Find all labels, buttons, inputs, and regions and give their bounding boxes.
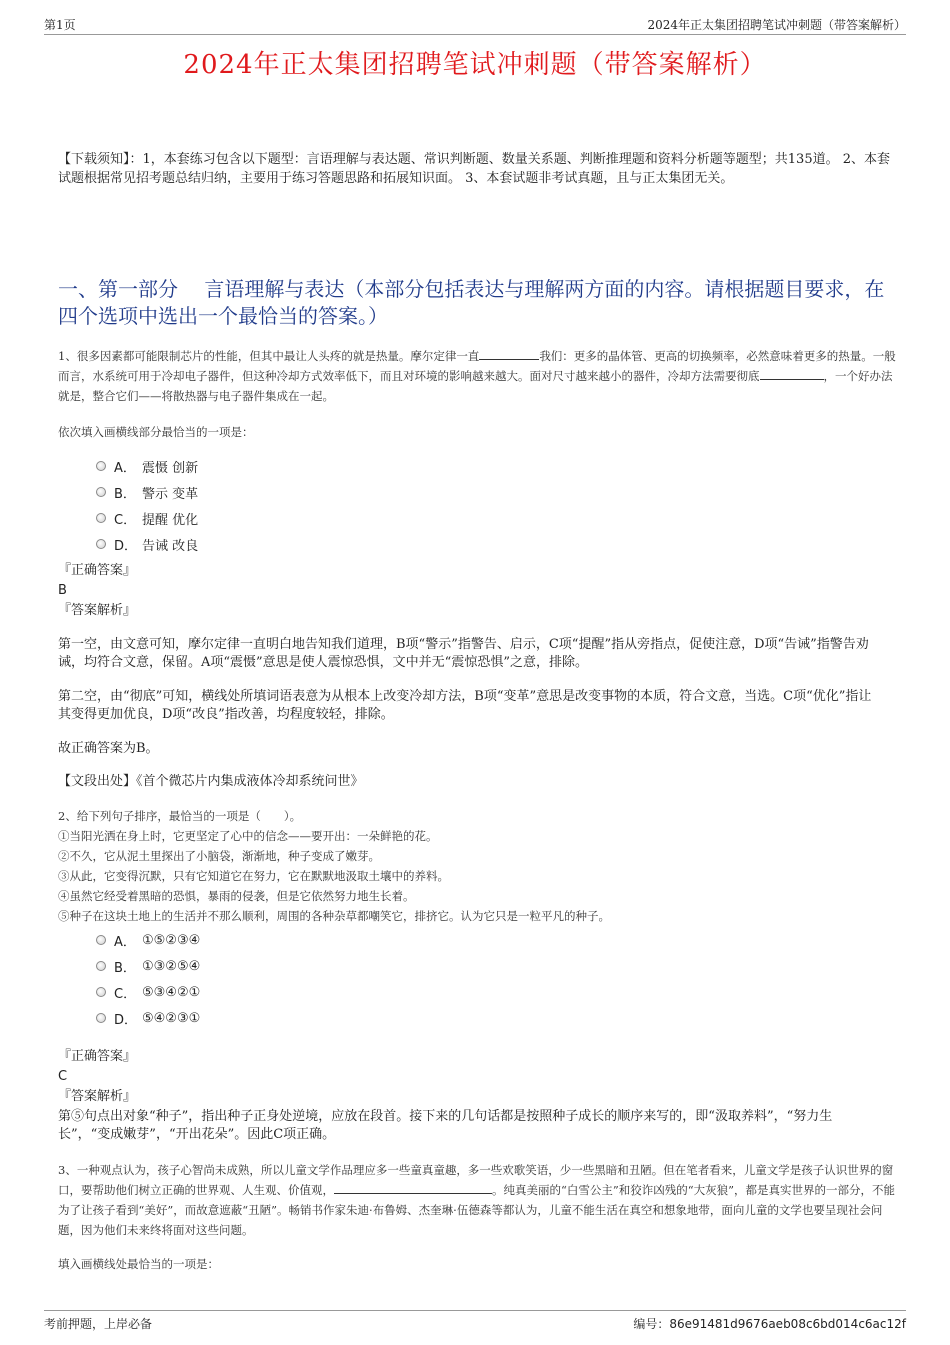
- fill-blank: [334, 1181, 492, 1194]
- question-1-prompt: 依次填入画横线部分最恰当的一项是：: [58, 425, 254, 439]
- option-b[interactable]: B． 警示 变革: [96, 479, 198, 505]
- fill-blank: [479, 347, 539, 360]
- question-1-text: 1、很多因素都可能限制芯片的性能，但其中最让人头疼的就是热量。摩尔定律一直 我们：更多的晶体管、更高的切换频率，必然意味着更多的热量。一般而言，水系统可用于冷却电子器件，但这种冷却方式效率低下，而且对环境的影响越来越大。面对尺寸越来越小的器件，冷却方法需要彻底 ，一个好办法就是，整合它们——将散热器与电子器件集成在一起。: [58, 349, 896, 403]
- question-2-text: 2、给下列句子排序，最恰当的一项是（ ）。 ①当阳光洒在身上时，它更坚定了心中的信念——要开出：一朵鲜艳的花。 ②不久，它从泥土里探出了小脑袋，渐渐地，种子变成了嫩芽。 ③从此，它变得沉默，只有它知道它在努力，它在默默地汲取土壤中的养料。 ④虽然它经受着黑暗的恐惧，暴雨的侵袭，但是它依然努力地生长着。 ⑤种子在这块土地上的生活并不那么顺利，周围的各种杂草都嘲笑它，排挤它。认为它只是一粒平凡的种子。: [58, 809, 610, 923]
- question-2-options: [96, 927, 200, 1031]
- question-3-prompt: 填入画横线处最恰当的一项是：: [58, 1257, 219, 1271]
- page-header: [44, 14, 906, 35]
- question-1-answer: [58, 562, 878, 622]
- answer-label: 『正确答案』: [58, 563, 137, 578]
- page-number: 第1页: [44, 18, 76, 32]
- analysis-paragraph: 第一空，由文意可知，摩尔定律一直明白地告知我们道理，B项“警示”指警告、启示，C项“提醒”指从旁指点，促使注意，D项“告诫”指警告劝诫，均符合文意，保留。A项“震慑”意思是使人震惊恐惧，文中并无“震惊恐惧”之意，排除。: [58, 637, 869, 670]
- answer-label: 『正确答案』: [58, 1049, 137, 1064]
- fill-blank: [760, 367, 824, 380]
- radio-icon[interactable]: [96, 513, 106, 523]
- question-3-text: 3、一种观点认为，孩子心智尚未成熟，所以儿童文学作品理应多一些童真童趣，多一些欢歌笑语，少一些黑暗和丑陋。但在笔者看来，儿童文学是孩子认识世界的窗口，要帮助他们树立正确的世界观、人生观、价值观， 。纯真美丽的“白雪公主”和狡诈凶残的“大灰狼”，都是真实世界的一部分，不能为了让孩子看到“美好”，而故意遮蔽“丑陋”。畅销书作家朱迪·布鲁姆、杰奎琳·伍德森等都认为，儿童不能生活在真空和想象地带，面向儿童的文学也要呈现社会问题，因为他们未来终将面对这些问题。: [58, 1163, 896, 1237]
- radio-icon[interactable]: [96, 987, 106, 997]
- analysis-label: 『答案解析』: [58, 603, 137, 618]
- analysis-label: 『答案解析』: [58, 1089, 137, 1104]
- radio-icon[interactable]: [96, 539, 106, 549]
- question-2-answer: [58, 1048, 878, 1104]
- option-a[interactable]: A． ①⑤②③④: [96, 927, 200, 953]
- correct-answer: B: [58, 583, 67, 598]
- document-title: 2024年正太集团招聘笔试冲刺题（带答案解析）: [183, 50, 767, 80]
- radio-icon[interactable]: [96, 461, 106, 471]
- analysis-paragraph: 第二空，由“彻底”可知，横线处所填词语表意为从根本上改变冷却方法，B项“变革”意思是改变事物的本质，符合文意，当选。C项“优化”指让其变得更加优良，D项“改良”指改善，均程度较轻，排除。: [58, 689, 872, 722]
- correct-answer: C: [58, 1069, 68, 1084]
- option-a[interactable]: A． 震慑 创新: [96, 453, 198, 479]
- analysis-paragraph: 第⑤句点出对象“种子”，指出种子正身处逆境，应放在段首。接下来的几句话都是按照种子成长的顺序来写的，即“汲取养料”，“努力生长”，“变成嫩芽”，“开出花朵”。因此C项正确。: [58, 1109, 833, 1142]
- option-b[interactable]: B． ①③②⑤④: [96, 953, 200, 979]
- question-1-options: [96, 453, 198, 557]
- option-d[interactable]: D． 告诫 改良: [96, 531, 198, 557]
- source-citation: 【文段出处】《首个微芯片内集成液体冷却系统问世》: [58, 774, 364, 789]
- document-code: 编号：86e91481d9676aeb08c6bd014c6ac12f: [633, 1317, 906, 1331]
- option-c[interactable]: C． ⑤③④②①: [96, 979, 200, 1005]
- option-c[interactable]: C． 提醒 优化: [96, 505, 198, 531]
- radio-icon[interactable]: [96, 1013, 106, 1023]
- page-footer: [44, 1310, 906, 1335]
- download-notice: 【下载须知】：1，本套练习包含以下题型：言语理解与表达题、常识判断题、数量关系题、判断推理题和资料分析题等题型；共135道。 2、本套试题根据常见招考题总结归纳，主要用于练习答题思路和拓展知识面。 3、本套试题非考试真题，且与正太集团无关。: [58, 152, 890, 186]
- radio-icon[interactable]: [96, 487, 106, 497]
- radio-icon[interactable]: [96, 935, 106, 945]
- header-doc-title: 2024年正太集团招聘笔试冲刺题（带答案解析）: [647, 18, 906, 32]
- radio-icon[interactable]: [96, 961, 106, 971]
- footer-slogan: 考前押题，上岸必备: [44, 1317, 153, 1331]
- section-title: 一、第一部分 言语理解与表达（本部分包括表达与理解两方面的内容。请根据题目要求，在四个选项中选出一个最恰当的答案。）: [58, 277, 885, 328]
- analysis-conclusion: 故正确答案为B。: [58, 741, 159, 756]
- option-d[interactable]: D． ⑤④②③①: [96, 1005, 200, 1031]
